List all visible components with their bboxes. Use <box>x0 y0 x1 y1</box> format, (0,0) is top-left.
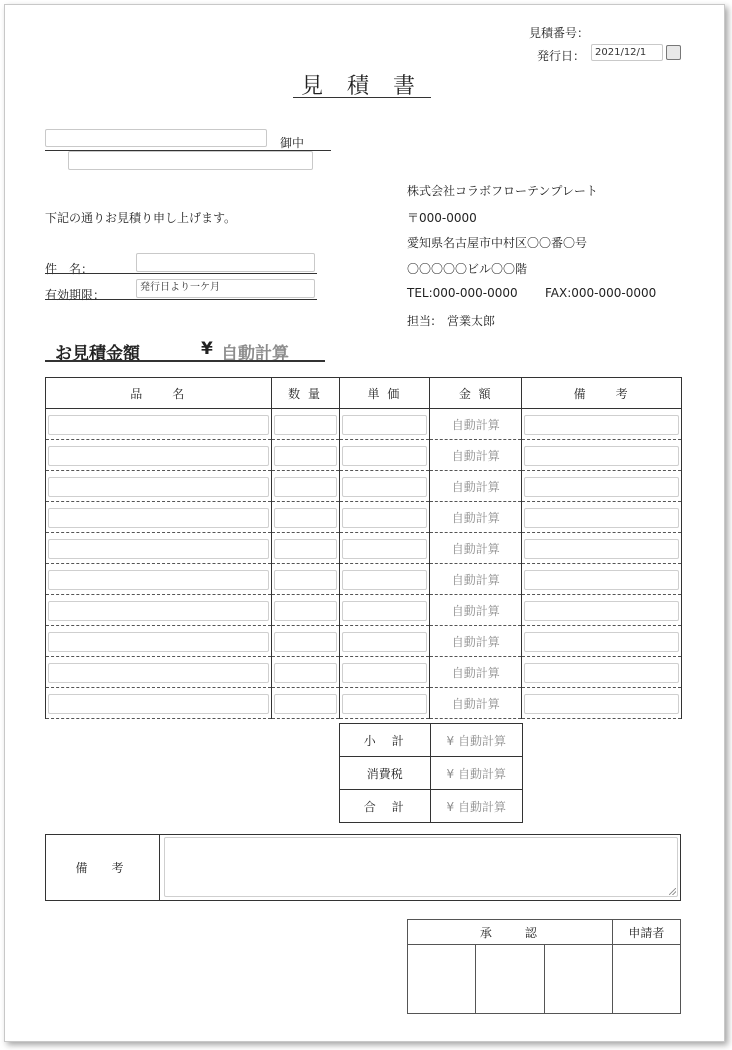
table-row <box>46 533 682 564</box>
company-fax: FAX:000-000-0000 <box>545 286 657 300</box>
table-row <box>46 688 682 719</box>
remarks-input[interactable] <box>524 477 679 497</box>
company-building: 〇〇〇〇〇ビル〇〇階 <box>407 262 528 276</box>
subtotal-label: 小 計 <box>340 724 431 757</box>
amount-underline <box>45 360 325 362</box>
applicant-stamp-cell[interactable] <box>612 945 680 1014</box>
remarks-input[interactable] <box>524 632 679 652</box>
amount-auto: 自動計算 <box>430 409 522 440</box>
subject-label: 件 名： <box>45 262 94 276</box>
table-row <box>46 502 682 533</box>
amount-auto: 自動計算 <box>430 595 522 626</box>
header-unit-price: 単 価 <box>339 378 430 409</box>
unit-price-input[interactable] <box>342 694 428 714</box>
validity-label: 有効期限： <box>45 288 106 302</box>
amount-auto: 自動計算 <box>430 502 522 533</box>
unit-price-input[interactable] <box>342 663 428 683</box>
amount-auto: 自動計算 <box>430 564 522 595</box>
quantity-input[interactable] <box>274 477 337 497</box>
issue-date-field[interactable]: 2021/12/1 <box>591 44 663 61</box>
tax-value: ¥ 自動計算 <box>430 757 522 790</box>
remarks-box <box>45 834 681 901</box>
calendar-icon[interactable] <box>666 45 681 60</box>
unit-price-input[interactable] <box>342 446 428 466</box>
unit-price-input[interactable] <box>342 632 428 652</box>
resize-handle-icon[interactable] <box>669 888 676 895</box>
items-table <box>45 377 682 719</box>
amount-auto: 自動計算 <box>430 657 522 688</box>
unit-price-input[interactable] <box>342 601 428 621</box>
item-name-input[interactable] <box>48 663 269 683</box>
item-name-input[interactable] <box>48 446 269 466</box>
item-name-input[interactable] <box>48 539 269 559</box>
remarks-input[interactable] <box>524 663 679 683</box>
client-dept-field[interactable] <box>68 151 313 170</box>
item-name-input[interactable] <box>48 570 269 590</box>
remarks-input[interactable] <box>524 446 679 466</box>
table-row <box>46 471 682 502</box>
approval-stamp-cell[interactable] <box>544 945 612 1014</box>
company-tel: TEL:000-000-0000 <box>407 286 518 300</box>
unit-price-input[interactable] <box>342 539 428 559</box>
item-name-input[interactable] <box>48 508 269 528</box>
items-header-row <box>46 378 682 409</box>
remarks-input[interactable] <box>524 570 679 590</box>
quantity-input[interactable] <box>274 663 337 683</box>
item-name-input[interactable] <box>48 694 269 714</box>
company-address: 愛知県名古屋市中村区〇〇番〇号 <box>407 236 588 250</box>
unit-price-input[interactable] <box>342 477 428 497</box>
validity-underline <box>45 299 317 300</box>
tax-row <box>340 757 523 790</box>
amount-auto: 自動計算 <box>430 440 522 471</box>
unit-price-input[interactable] <box>342 415 428 435</box>
unit-price-input[interactable] <box>342 570 428 590</box>
table-row <box>46 595 682 626</box>
table-row <box>46 409 682 440</box>
amount-auto: 自動計算 <box>430 688 522 719</box>
quantity-input[interactable] <box>274 539 337 559</box>
table-row <box>46 440 682 471</box>
table-row <box>46 657 682 688</box>
table-row <box>46 626 682 657</box>
document-title: 見 積 書 <box>301 74 417 99</box>
estimate-number-label: 見積番号： <box>529 26 590 40</box>
total-row <box>340 790 523 823</box>
subject-underline <box>45 273 317 274</box>
quantity-input[interactable] <box>274 570 337 590</box>
amount-value: 自動計算 <box>221 344 289 364</box>
item-name-input[interactable] <box>48 601 269 621</box>
approval-stamp-cell[interactable] <box>476 945 544 1014</box>
remarks-input[interactable] <box>524 415 679 435</box>
unit-price-input[interactable] <box>342 508 428 528</box>
company-name: 株式会社コラボフローテンプレート <box>407 184 598 198</box>
applicant-header: 申請者 <box>612 920 680 945</box>
header-amount: 金 額 <box>430 378 522 409</box>
company-zip: 〒000-0000 <box>407 211 477 225</box>
header-remarks: 備 考 <box>522 378 682 409</box>
amount-auto: 自動計算 <box>430 626 522 657</box>
amount-auto: 自動計算 <box>430 471 522 502</box>
remarks-textarea[interactable] <box>164 837 678 897</box>
intro-text: 下記の通りお見積り申し上げます。 <box>45 211 237 225</box>
quantity-input[interactable] <box>274 601 337 621</box>
quantity-input[interactable] <box>274 508 337 528</box>
quantity-input[interactable] <box>274 632 337 652</box>
item-name-input[interactable] <box>48 415 269 435</box>
title-underline <box>293 97 431 98</box>
table-row <box>46 564 682 595</box>
remarks-input[interactable] <box>524 601 679 621</box>
item-name-input[interactable] <box>48 632 269 652</box>
approval-stamp-cell[interactable] <box>408 945 476 1014</box>
subtotal-row <box>340 724 523 757</box>
quantity-input[interactable] <box>274 694 337 714</box>
estimate-sheet <box>4 4 725 1042</box>
amount-label: お見積金額 <box>55 344 140 364</box>
remarks-input[interactable] <box>524 539 679 559</box>
total-label: 合 計 <box>340 790 431 823</box>
onchu-label: 御中 <box>280 136 305 150</box>
remarks-input[interactable] <box>524 508 679 528</box>
subject-field[interactable] <box>136 253 315 272</box>
subtotal-value: ¥ 自動計算 <box>430 724 522 757</box>
remarks-input[interactable] <box>524 694 679 714</box>
amount-auto: 自動計算 <box>430 533 522 564</box>
item-name-input[interactable] <box>48 477 269 497</box>
totals-table <box>339 723 523 823</box>
approval-table <box>407 919 681 1014</box>
quantity-input[interactable] <box>274 446 337 466</box>
validity-field[interactable]: 発行日より一ケ月 <box>136 279 315 298</box>
client-name-field[interactable] <box>45 129 267 147</box>
total-value: ¥ 自動計算 <box>430 790 522 823</box>
header-quantity: 数 量 <box>271 378 339 409</box>
tax-label: 消費税 <box>340 757 431 790</box>
company-person: 担当: 営業太郎 <box>407 314 496 328</box>
approve-header: 承 認 <box>408 920 613 945</box>
remarks-label: 備 考 <box>46 835 160 900</box>
header-item-name: 品 名 <box>46 378 272 409</box>
amount-yen: ¥ <box>201 339 213 359</box>
issue-date-label: 発行日： <box>537 49 586 63</box>
quantity-input[interactable] <box>274 415 337 435</box>
